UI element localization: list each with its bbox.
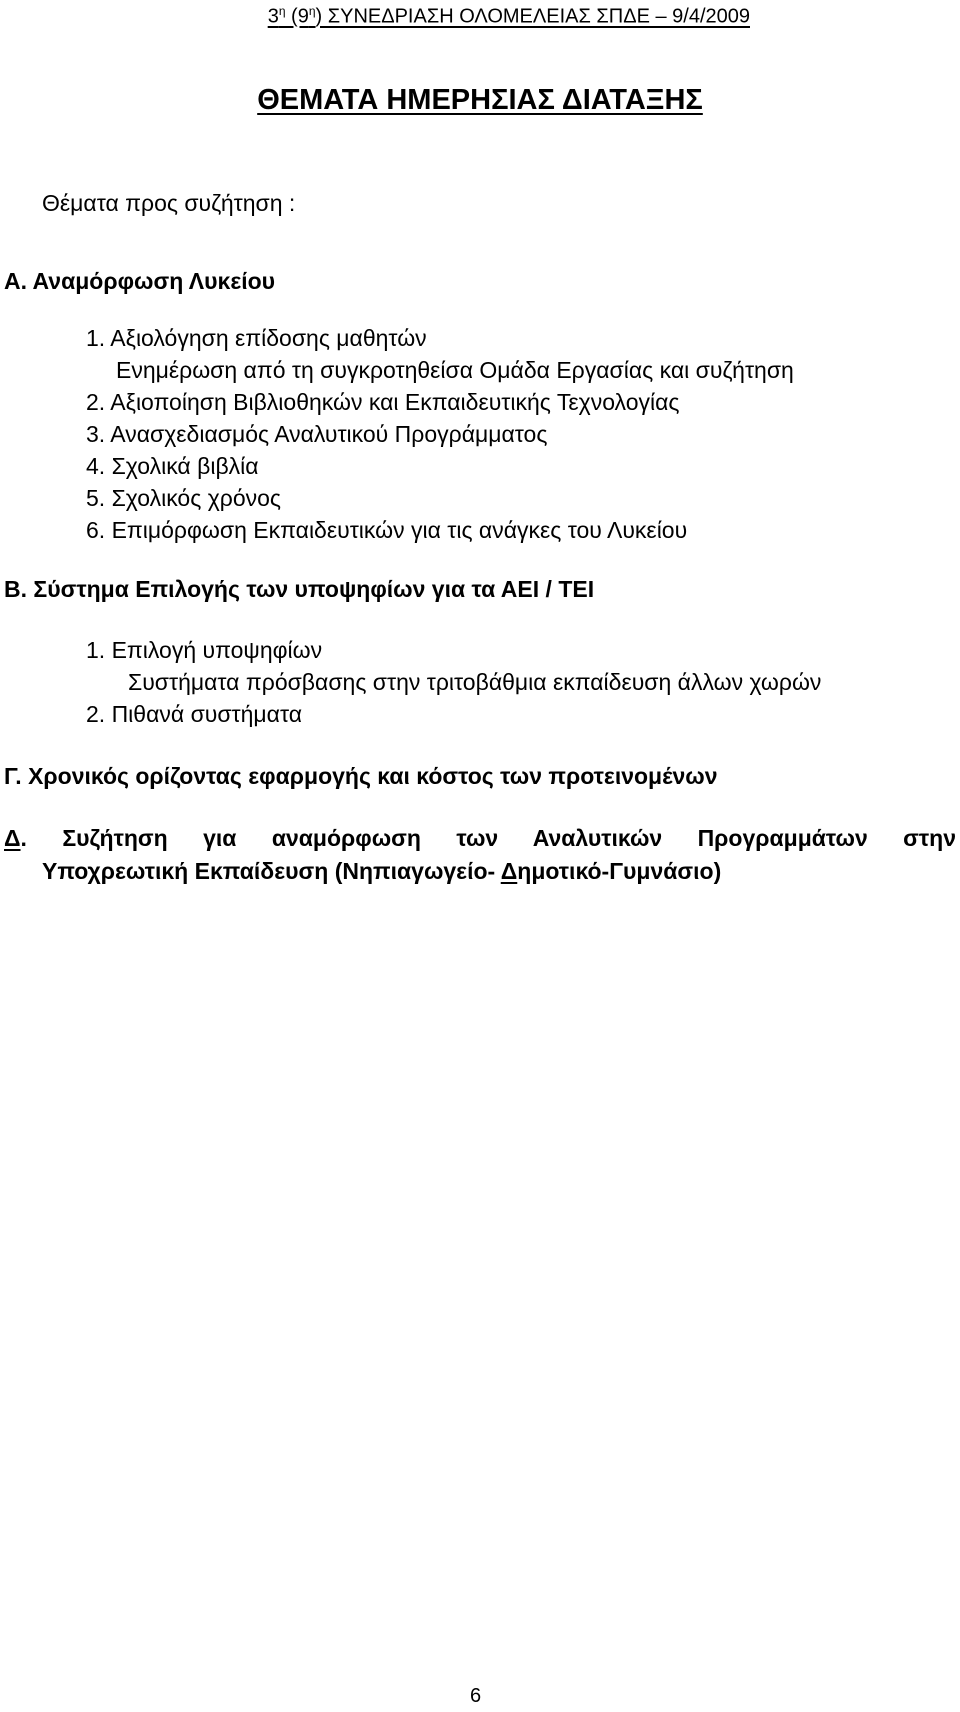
- section-a-item-5: 5. Σχολικός χρόνος: [86, 485, 282, 511]
- section-b-heading: Β. Σύστημα Επιλογής των υποψηφίων για τα ΑΕΙ / ΤΕΙ: [4, 576, 595, 602]
- page-number: 6: [470, 1685, 482, 1707]
- header-superscript-2: η: [308, 4, 316, 18]
- section-d-line-2-underlined: Δ: [500, 858, 518, 884]
- section-a-item-1-detail: Ενημέρωση από τη συγκροτηθείσα Ομάδα Εργασίας και συζήτηση: [116, 357, 794, 383]
- header-middle: (9: [285, 5, 309, 28]
- section-a-heading: Α. Αναμόρφωση Λυκείου: [4, 268, 276, 294]
- section-c-heading: Γ. Χρονικός ορίζοντας εφαρμογής και κόστος των προτεινομένων: [4, 763, 718, 789]
- section-a-item-4: 4. Σχολικά βιβλία: [86, 453, 259, 479]
- section-b-item-1: 1. Επιλογή υποψηφίων: [86, 637, 323, 663]
- header-title: ) ΣΥΝΕΔΡΙΑΣΗ ΟΛΟΜΕΛΕΙΑΣ ΣΠΔΕ – 9/4/2009: [315, 5, 750, 28]
- section-d-prefix: Δ: [4, 825, 21, 851]
- section-a-item-6: 6. Επιμόρφωση Εκπαιδευτικών για τις ανάγκες του Λυκείου: [86, 517, 688, 543]
- section-a-item-3: 3. Ανασχεδιασμός Αναλυτικού Προγράμματος: [86, 421, 548, 447]
- section-a-item-2: 2. Αξιοποίηση Βιβλιοθηκών και Εκπαιδευτικής Τεχνολογίας: [86, 389, 680, 415]
- section-a-item-1: 1. Αξιολόγηση επίδοσης μαθητών: [86, 325, 427, 351]
- section-b-item-1-detail: Συστήματα πρόσβασης στην τριτοβάθμια εκπαίδευση άλλων χωρών: [128, 669, 822, 695]
- section-b-item-2: 2. Πιθανά συστήματα: [86, 701, 303, 727]
- page-title: ΘΕΜΑΤΑ ΗΜΕΡΗΣΙΑΣ ΔΙΑΤΑΞΗΣ: [257, 84, 703, 116]
- intro-text: Θέματα προς συζήτηση :: [42, 190, 296, 216]
- section-d-line-2-end: ημοτικό-Γυμνάσιο): [517, 858, 722, 884]
- header-superscript-1: η: [278, 4, 286, 18]
- document-header: [268, 4, 750, 29]
- section-d-line-1: [4, 825, 956, 852]
- section-d-line-2-start: Υποχρεωτική Εκπαίδευση (Νηπιαγωγείο-: [42, 858, 501, 884]
- header-session-number: 3: [267, 5, 279, 28]
- section-d-line-1-text: . Συζήτηση για αναμόρφωση των Αναλυτικών Προγραμμάτων στην: [20, 825, 956, 851]
- section-d-line-2: [42, 858, 721, 885]
